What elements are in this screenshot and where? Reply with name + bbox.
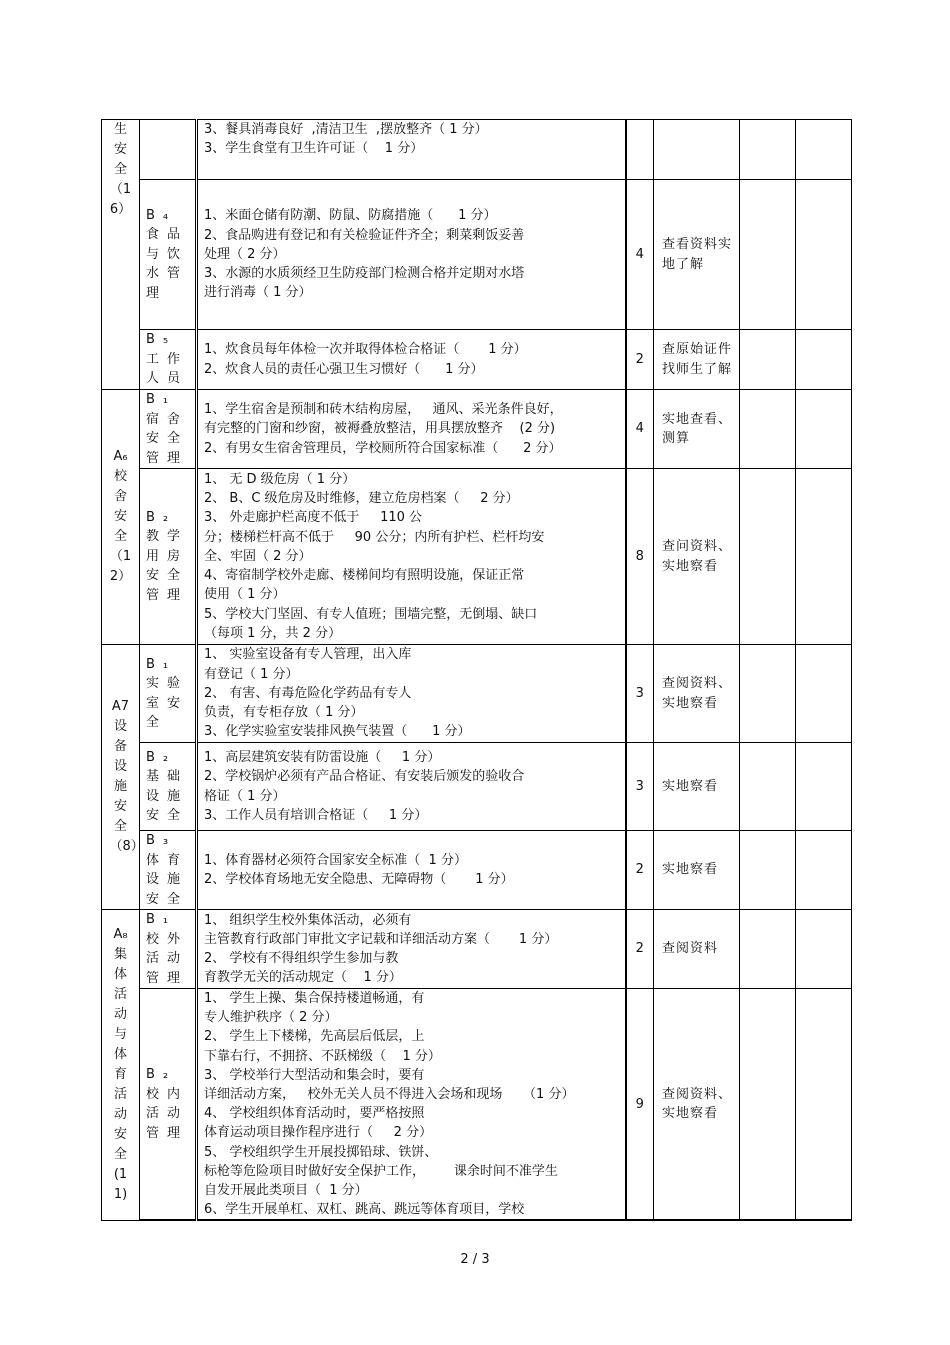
method-label: 实地察看	[662, 778, 719, 794]
criteria-line: 2、 有害、有毒危险化学药品有专人	[204, 685, 412, 701]
subcategory-label: B₃体育设施安全	[146, 833, 189, 907]
score-cell: 9	[626, 989, 654, 1221]
method-cell	[654, 120, 740, 180]
criteria-line: 1、高层建筑安装有防雷设施（ 1 分）	[204, 750, 441, 766]
method-cell	[654, 989, 740, 1221]
category-label: A₈集体活动与体育活动安全(11)	[113, 926, 128, 1202]
criteria-line: 5、学校大门坚固、有专人值班；围墙完整，无倒塌、缺口	[204, 606, 538, 622]
criteria-cell	[197, 390, 626, 469]
criteria-cell	[197, 831, 626, 910]
criteria-cell	[197, 180, 626, 330]
criteria-line: （每项 1 分，共 2 分）	[204, 625, 342, 641]
criteria-line: 2、 学生上下楼梯，先高层后低层，上	[204, 1029, 425, 1045]
subcategory-cell	[140, 831, 197, 910]
method-cell	[654, 645, 740, 743]
table-row	[102, 743, 852, 831]
criteria-line: 3、工作人员有培训合格证（ 1 分）	[204, 807, 428, 823]
category-label: A7设备设施安全（8）	[109, 699, 144, 854]
table-row	[102, 330, 852, 390]
subcategory-cell	[140, 645, 197, 743]
subcategory-cell	[140, 120, 197, 180]
table-row	[102, 469, 852, 645]
blank-cell	[796, 831, 852, 910]
score-cell: 4	[626, 180, 654, 330]
method-cell	[654, 831, 740, 910]
score-cell: 2	[626, 330, 654, 390]
method-label: 实地察看	[662, 862, 719, 878]
table-row	[102, 120, 852, 180]
page-number: 2 / 3	[460, 1252, 490, 1267]
score-cell	[626, 120, 654, 180]
subcategory-label: B₁校外活动管理	[146, 912, 189, 986]
blank-cell	[796, 645, 852, 743]
criteria-cell	[197, 120, 626, 180]
score-cell: 2	[626, 831, 654, 910]
subcategory-label: B₂基础设施安全	[146, 749, 189, 823]
method-label: 查阅资料、实地察看	[662, 1086, 733, 1122]
criteria-line: 1、米面仓储有防潮、防鼠、防腐措施（ 1 分）	[204, 208, 497, 224]
blank-cell	[740, 989, 796, 1221]
criteria-line: 育教学无关的活动规定（ 1 分）	[204, 970, 402, 986]
criteria-line: 自发开展此类项目（ 1 分）	[204, 1183, 368, 1199]
criteria-cell	[197, 989, 626, 1221]
safety-evaluation-table	[101, 119, 852, 1221]
subcategory-label: B₁宿舍安全管理	[146, 392, 189, 466]
blank-cell	[796, 989, 852, 1221]
criteria-line: 1、炊食员每年体检一次并取得体检合格证（ 1 分）	[204, 342, 527, 358]
subcategory-cell	[140, 469, 197, 645]
criteria-line: 2、学校锅炉必须有产品合格证、有安装后颁发的验收合	[204, 769, 525, 785]
blank-cell	[740, 743, 796, 831]
criteria-line: 1、学生宿舍是预制和砖木结构房屋， 通风、采光条件良好，	[204, 402, 563, 418]
criteria-line: 1、 学生上操、集合保持楼道畅通，有	[204, 991, 425, 1006]
criteria-line: 有完整的门窗和纱窗，被褥叠放整洁，用具摆放整齐 (2 分)	[204, 421, 556, 437]
criteria-line: 3、水源的水质须经卫生防疫部门检测合格并定期对水塔	[204, 266, 525, 282]
category-cell	[102, 120, 140, 390]
blank-cell	[740, 831, 796, 910]
criteria-line: 体育运动项目操作程序进行（ 2 分）	[204, 1125, 433, 1141]
score-cell: 3	[626, 743, 654, 831]
subcategory-cell	[140, 743, 197, 831]
blank-cell	[740, 469, 796, 645]
blank-cell	[740, 910, 796, 989]
method-cell	[654, 469, 740, 645]
criteria-line: 分；楼梯栏杆高不低于 90 公分；内所有护栏、栏杆均安	[204, 529, 545, 545]
blank-cell	[796, 330, 852, 390]
criteria-line: 2、有男女生宿舍管理员，学校厕所符合国家标准（ 2 分）	[204, 440, 562, 456]
subcategory-label: B₂教学用房安全管理	[146, 509, 189, 603]
blank-cell	[796, 120, 852, 180]
table-row	[102, 390, 852, 469]
blank-cell	[796, 180, 852, 330]
criteria-line: 2、食品购进有登记和有关检验证件齐全；剩菜剩饭妥善	[204, 227, 525, 243]
table-row	[102, 831, 852, 910]
criteria-line: 下靠右行，不拥挤、不跃梯级（ 1 分）	[204, 1048, 441, 1064]
criteria-line: 4、寄宿制学校外走廊、楼梯间均有照明设施，保证正常	[204, 568, 525, 584]
criteria-line: 4、 学校组织体育活动时，要严格按照	[204, 1106, 425, 1122]
subcategory-label: B₁实验室安全	[146, 656, 189, 730]
criteria-line: 2、炊食人员的责任心强卫生习惯好（ 1 分）	[204, 361, 484, 377]
criteria-line: 3、学生食堂有卫生许可证（ 1 分）	[204, 141, 424, 157]
category-cell	[102, 390, 140, 645]
criteria-line: 2、 学校有不得组织学生参加与教	[204, 951, 399, 966]
criteria-line: 有登记（ 1 分）	[204, 666, 299, 682]
method-cell	[654, 910, 740, 989]
blank-cell	[796, 743, 852, 831]
table-row	[102, 910, 852, 989]
criteria-cell	[197, 330, 626, 390]
criteria-line: 2、 B、C 级危房及时维修，建立危房档案（ 2 分）	[204, 491, 519, 507]
score-cell: 8	[626, 469, 654, 645]
blank-cell	[740, 390, 796, 469]
criteria-line: 标枪等危险项目时做好安全保护工作， 课余时间不准学生	[204, 1163, 558, 1179]
score-cell: 3	[626, 645, 654, 743]
criteria-line: 处理（ 2 分）	[204, 246, 286, 262]
blank-cell	[740, 330, 796, 390]
table-row	[102, 645, 852, 743]
criteria-line: 全、牢固（ 2 分）	[204, 548, 312, 564]
criteria-line: 3、 学校举行大型活动和集会时，要有	[204, 1067, 425, 1083]
subcategory-cell	[140, 989, 197, 1221]
category-label: A₆校舍安全（12）	[109, 449, 132, 584]
blank-cell	[740, 120, 796, 180]
score-cell: 4	[626, 390, 654, 469]
method-label: 查阅资料	[662, 941, 719, 957]
table-row	[102, 989, 852, 1221]
method-cell	[654, 180, 740, 330]
subcategory-label: B₅工作人员	[146, 332, 189, 387]
blank-cell	[740, 180, 796, 330]
blank-cell	[796, 469, 852, 645]
criteria-line: 详细活动方案， 校外无关人员不得进入会场和现场 （1 分）	[204, 1087, 575, 1103]
method-label: 查问资料、实地察看	[662, 539, 733, 574]
category-cell	[102, 645, 144, 910]
subcategory-cell	[140, 910, 197, 989]
criteria-line: 负责，有专柜存放（ 1 分）	[204, 705, 364, 721]
method-label: 查阅资料、实地察看	[662, 676, 733, 711]
blank-cell	[740, 645, 796, 743]
method-cell	[654, 390, 740, 469]
criteria-line: 1、 实验室设备有专人管理，出入库	[204, 647, 412, 663]
criteria-line: 使用（ 1 分）	[204, 587, 286, 603]
criteria-cell	[197, 743, 626, 831]
category-cell	[102, 910, 140, 1221]
criteria-line: 专人维护秩序（ 2 分）	[204, 1010, 338, 1026]
criteria-line: 6、学生开展单杠、双杠、跳高、跳远等体育项目，学校	[204, 1202, 525, 1218]
subcategory-label: B₄食品与饮水管理	[146, 207, 189, 301]
criteria-line: 1、体育器材必须符合国家安全标准（ 1 分）	[204, 852, 467, 868]
criteria-line: 2、学校体育场地无安全隐患、无障碍物（ 1 分）	[204, 872, 514, 887]
method-cell	[654, 743, 740, 831]
subcategory-cell	[140, 330, 197, 390]
blank-cell	[796, 910, 852, 989]
category-label: 生安全（16）	[109, 122, 132, 217]
score-cell: 2	[626, 910, 654, 989]
criteria-cell	[197, 910, 626, 989]
criteria-line: 1、 无 D 级危房（ 1 分）	[204, 472, 356, 488]
criteria-cell	[197, 469, 626, 645]
method-label: 查看资料实地了解	[662, 237, 733, 272]
criteria-line: 1、 组织学生校外集体活动，必须有	[204, 912, 412, 928]
criteria-line: 3、化学实验室安装排风换气装置（ 1 分）	[204, 724, 471, 740]
table-row	[102, 180, 852, 330]
criteria-cell	[197, 645, 626, 743]
method-label: 查原始证件 找师生了解	[662, 342, 733, 377]
subcategory-label: B₂校内活动管理	[146, 1067, 189, 1141]
blank-cell	[796, 390, 852, 469]
criteria-line: 3、 外走廊护栏高度不低于 110 公	[204, 510, 423, 526]
criteria-line: 格证（ 1 分）	[204, 788, 286, 804]
criteria-line: 进行消毒（ 1 分）	[204, 285, 312, 301]
method-cell	[654, 330, 740, 390]
criteria-line: 主管教育行政部门审批文字记载和详细活动方案（ 1 分）	[204, 931, 558, 947]
method-label: 实地查看、测算	[662, 411, 733, 446]
criteria-line: 3、餐具消毒良好 ,清洁卫生 ,摆放整齐（ 1 分）	[204, 122, 488, 137]
subcategory-cell	[140, 390, 197, 469]
criteria-line: 5、 学校组织学生开展投掷铅球、铁饼、	[204, 1144, 438, 1160]
subcategory-cell	[140, 180, 197, 330]
